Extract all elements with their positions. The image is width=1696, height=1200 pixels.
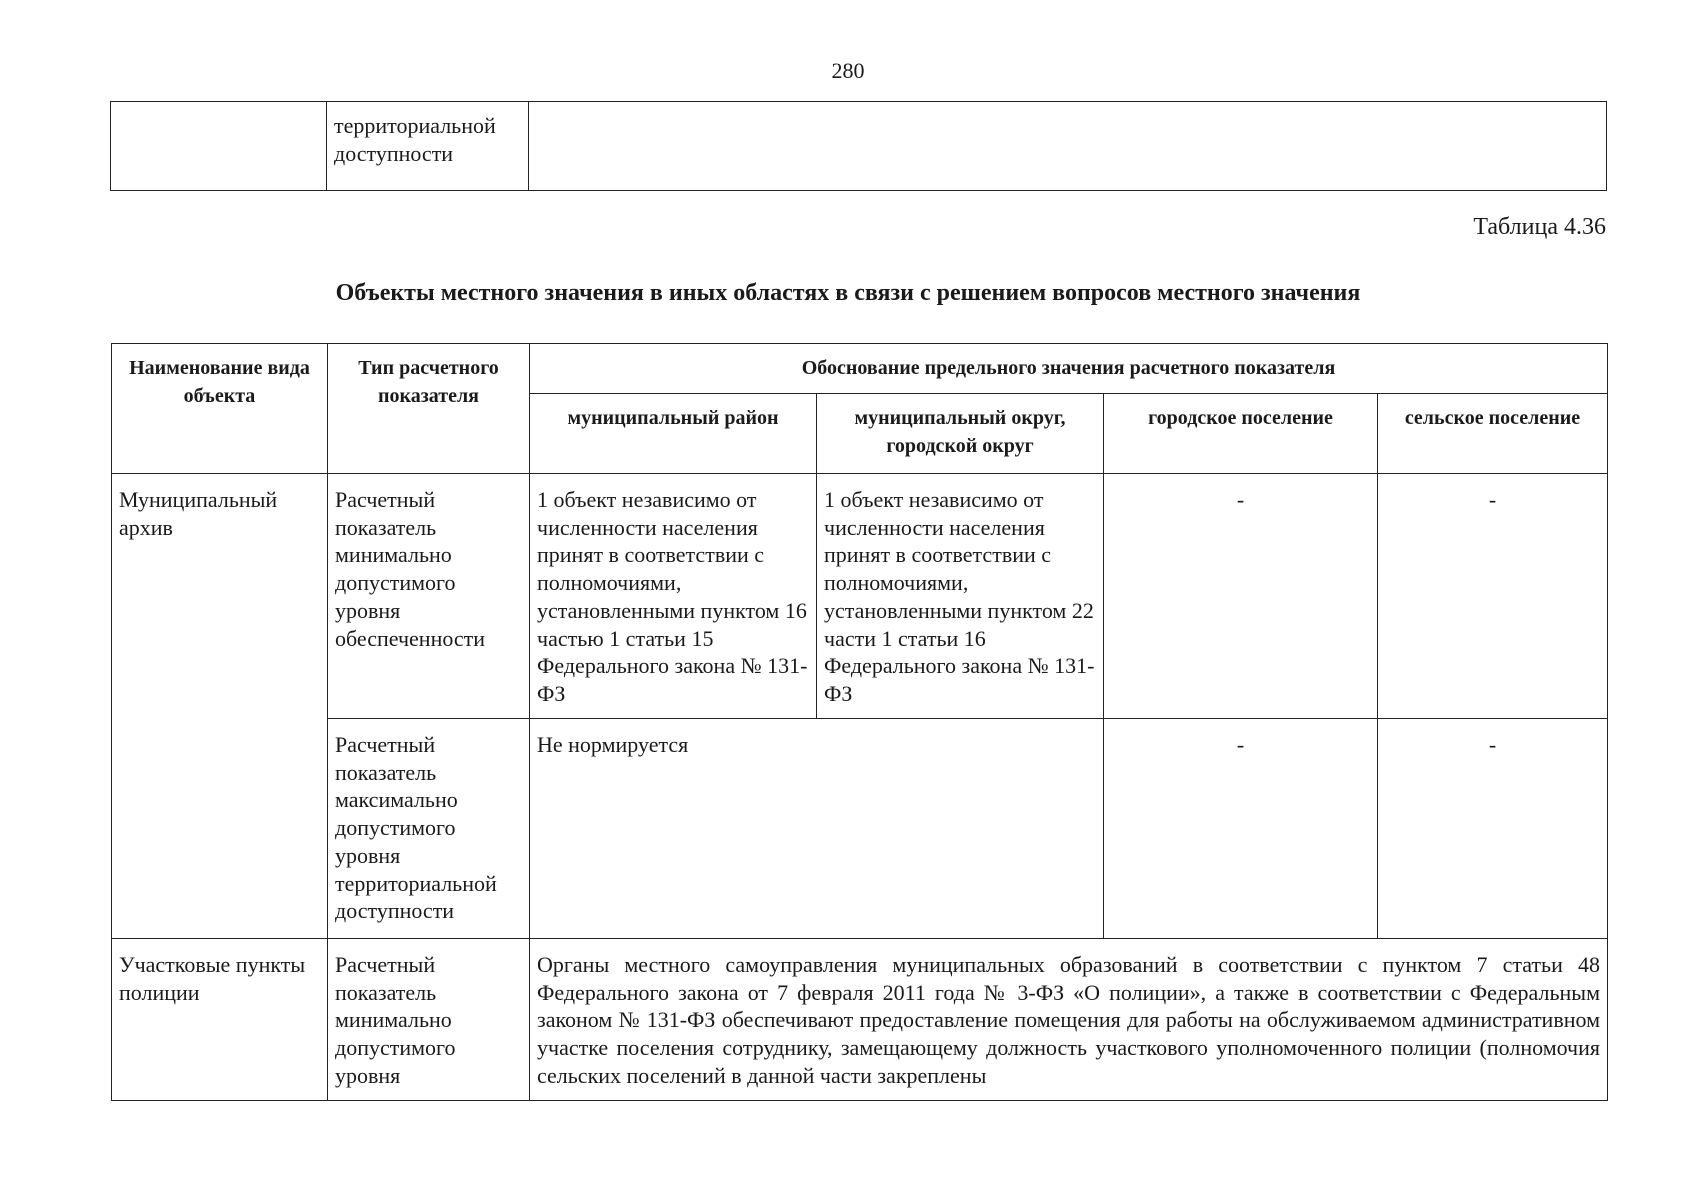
- merged-value-cell: Не нормируется: [530, 719, 1104, 939]
- table-cell: [111, 102, 327, 191]
- object-name-cell: Муниципальный архив: [112, 474, 328, 939]
- header-object-type: Наименование вида объекта: [112, 344, 328, 474]
- rural-cell: -: [1378, 474, 1608, 719]
- page-number: 280: [831, 58, 865, 83]
- table-cell: [529, 102, 1607, 191]
- continuation-table: [110, 101, 1607, 191]
- header-mun-okrug: муниципальный округ, городской округ: [817, 394, 1104, 474]
- mun-district-cell: 1 объект независимо от численности населения принят в соответствии с полномочиями, установленными пунктом 16 частью 1 статьи 15 Федерального закона № 131-ФЗ: [530, 474, 817, 719]
- indicator-cell: Расчетный показатель минимально допустимого уровня обеспеченности: [328, 474, 530, 719]
- rural-cell: -: [1378, 719, 1608, 939]
- main-table: [111, 343, 1608, 1101]
- header-indicator-type: Тип расчетного показателя: [328, 344, 530, 474]
- indicator-cell: Расчетный показатель максимально допустимого уровня территориальной доступности: [328, 719, 530, 939]
- indicator-cell: Расчетный показатель минимально допустимого уровня: [328, 939, 530, 1101]
- object-name-cell: Участковые пункты полиции: [112, 939, 328, 1101]
- table-cell: территориальной доступности: [327, 102, 529, 191]
- urban-cell: -: [1104, 474, 1378, 719]
- table-row: [111, 102, 1607, 191]
- header-mun-district: муниципальный район: [530, 394, 817, 474]
- table-label: Таблица 4.36: [1473, 214, 1606, 240]
- mun-okrug-cell: 1 объект независимо от численности населения принят в соответствии с полномочиями, установленными пунктом 22 части 1 статьи 16 Федерального закона № 131-ФЗ: [817, 474, 1104, 719]
- header-justification: Обоснование предельного значения расчетного показателя: [530, 344, 1608, 394]
- table-title: Объекты местного значения в иных областях в связи с решением вопросов местного значения: [335, 280, 1361, 306]
- header-urban-settlement: городское поселение: [1104, 394, 1378, 474]
- table-row: [112, 939, 1608, 1101]
- header-row: [112, 344, 1608, 394]
- header-rural-settlement: сельское поселение: [1378, 394, 1608, 474]
- urban-cell: -: [1104, 719, 1378, 939]
- justification-text-cell: Органы местного самоуправления муниципальных образований в соответствии с пунктом 7 статьи 48 Федерального закона от 7 февраля 2011 года № 3-ФЗ «О полиции», а также в соответствии с Федеральным законом № 131-ФЗ обеспечивают предоставление помещения для работы на обслуживаемом административном участке поселения сотруднику, замещающему должность участкового уполномоченного полиции (полномочия сельских поселений в данной части закреплены: [530, 939, 1608, 1101]
- table-row: [112, 474, 1608, 719]
- table-row: [112, 719, 1608, 939]
